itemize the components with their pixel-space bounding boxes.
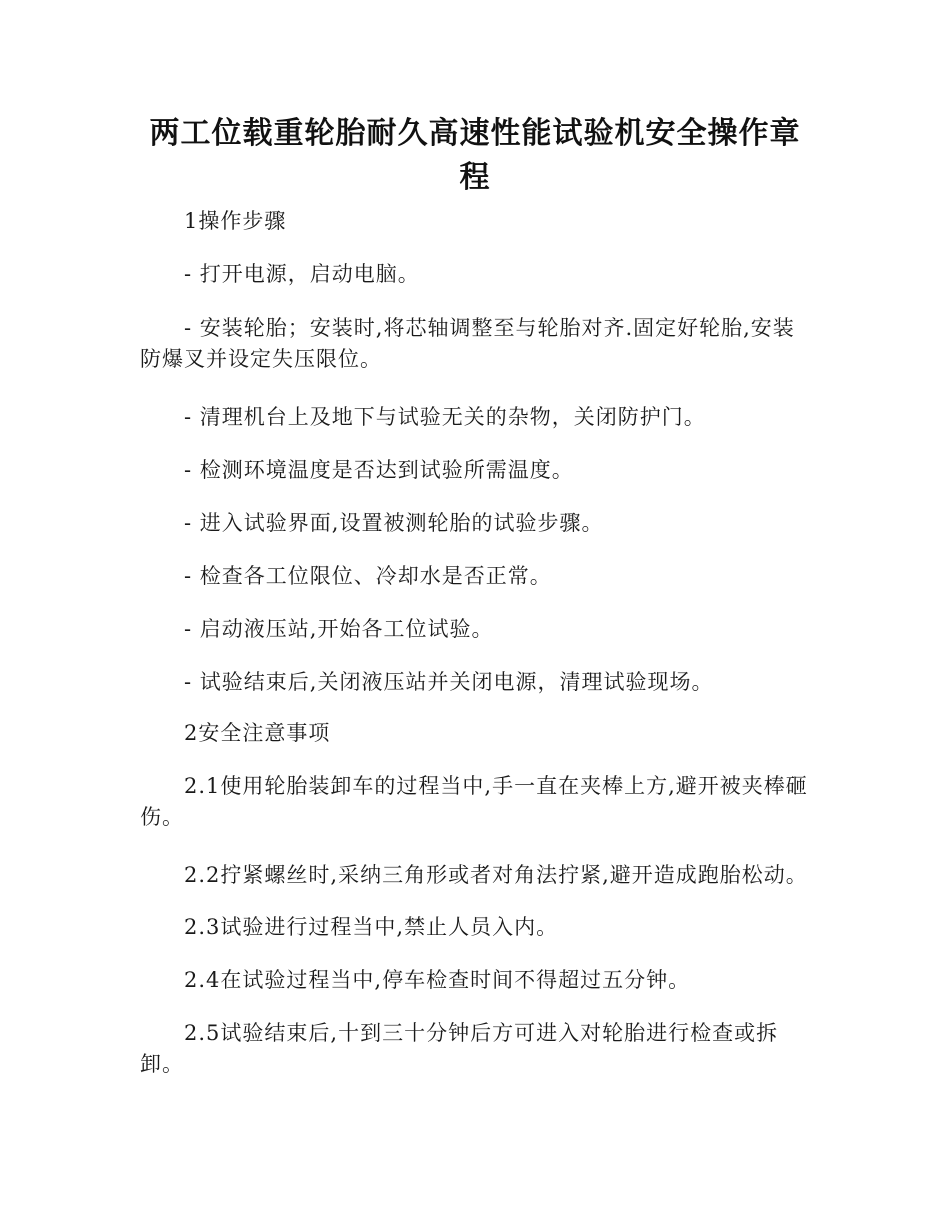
section-heading-safety-notes: 2安全注意事项 [184,721,331,745]
step-item: - 打开电源，启动电脑。 [184,262,420,286]
safety-note-item: 2.4在试验过程当中,停车检查时间不得超过五分钟。 [184,968,691,992]
step-item: - 启动液压站,开始各工位试验。 [184,617,494,641]
safety-note-item: 2.5试验结束后,十到三十分钟后方可进入对轮胎进行检查或拆卸。 [140,1021,779,1076]
step-item: - 检查各工位限位、冷却水是否正常。 [184,564,552,588]
step-item: - 检测环境温度是否达到试验所需温度。 [184,458,574,482]
step-item: - 试验结束后,关闭液压站并关闭电源，清理试验现场。 [184,670,714,694]
safety-note-item: 2.3试验进行过程当中,禁止人员入内。 [184,915,559,939]
document-title: 两工位载重轮胎耐久高速性能试验机安全操作章程 [149,116,801,195]
step-item: - 进入试验界面,设置被测轮胎的试验步骤。 [184,511,604,535]
safety-note-item: 2.1使用轮胎装卸车的过程当中,手一直在夹棒上方,避开被夹棒砸伤。 [140,774,808,829]
step-item: - 安装轮胎；安装时,将芯轴调整至与轮胎对齐.固定好轮胎,安装防爆叉并设定失压限位。 [140,316,795,371]
safety-note-item: 2.2拧紧螺丝时,采纳三角形或者对角法拧紧,避开造成跑胎松动。 [184,863,808,887]
section-heading-operation-steps: 1操作步骤 [184,209,287,233]
step-item: - 清理机台上及地下与试验无关的杂物，关闭防护门。 [184,405,706,429]
